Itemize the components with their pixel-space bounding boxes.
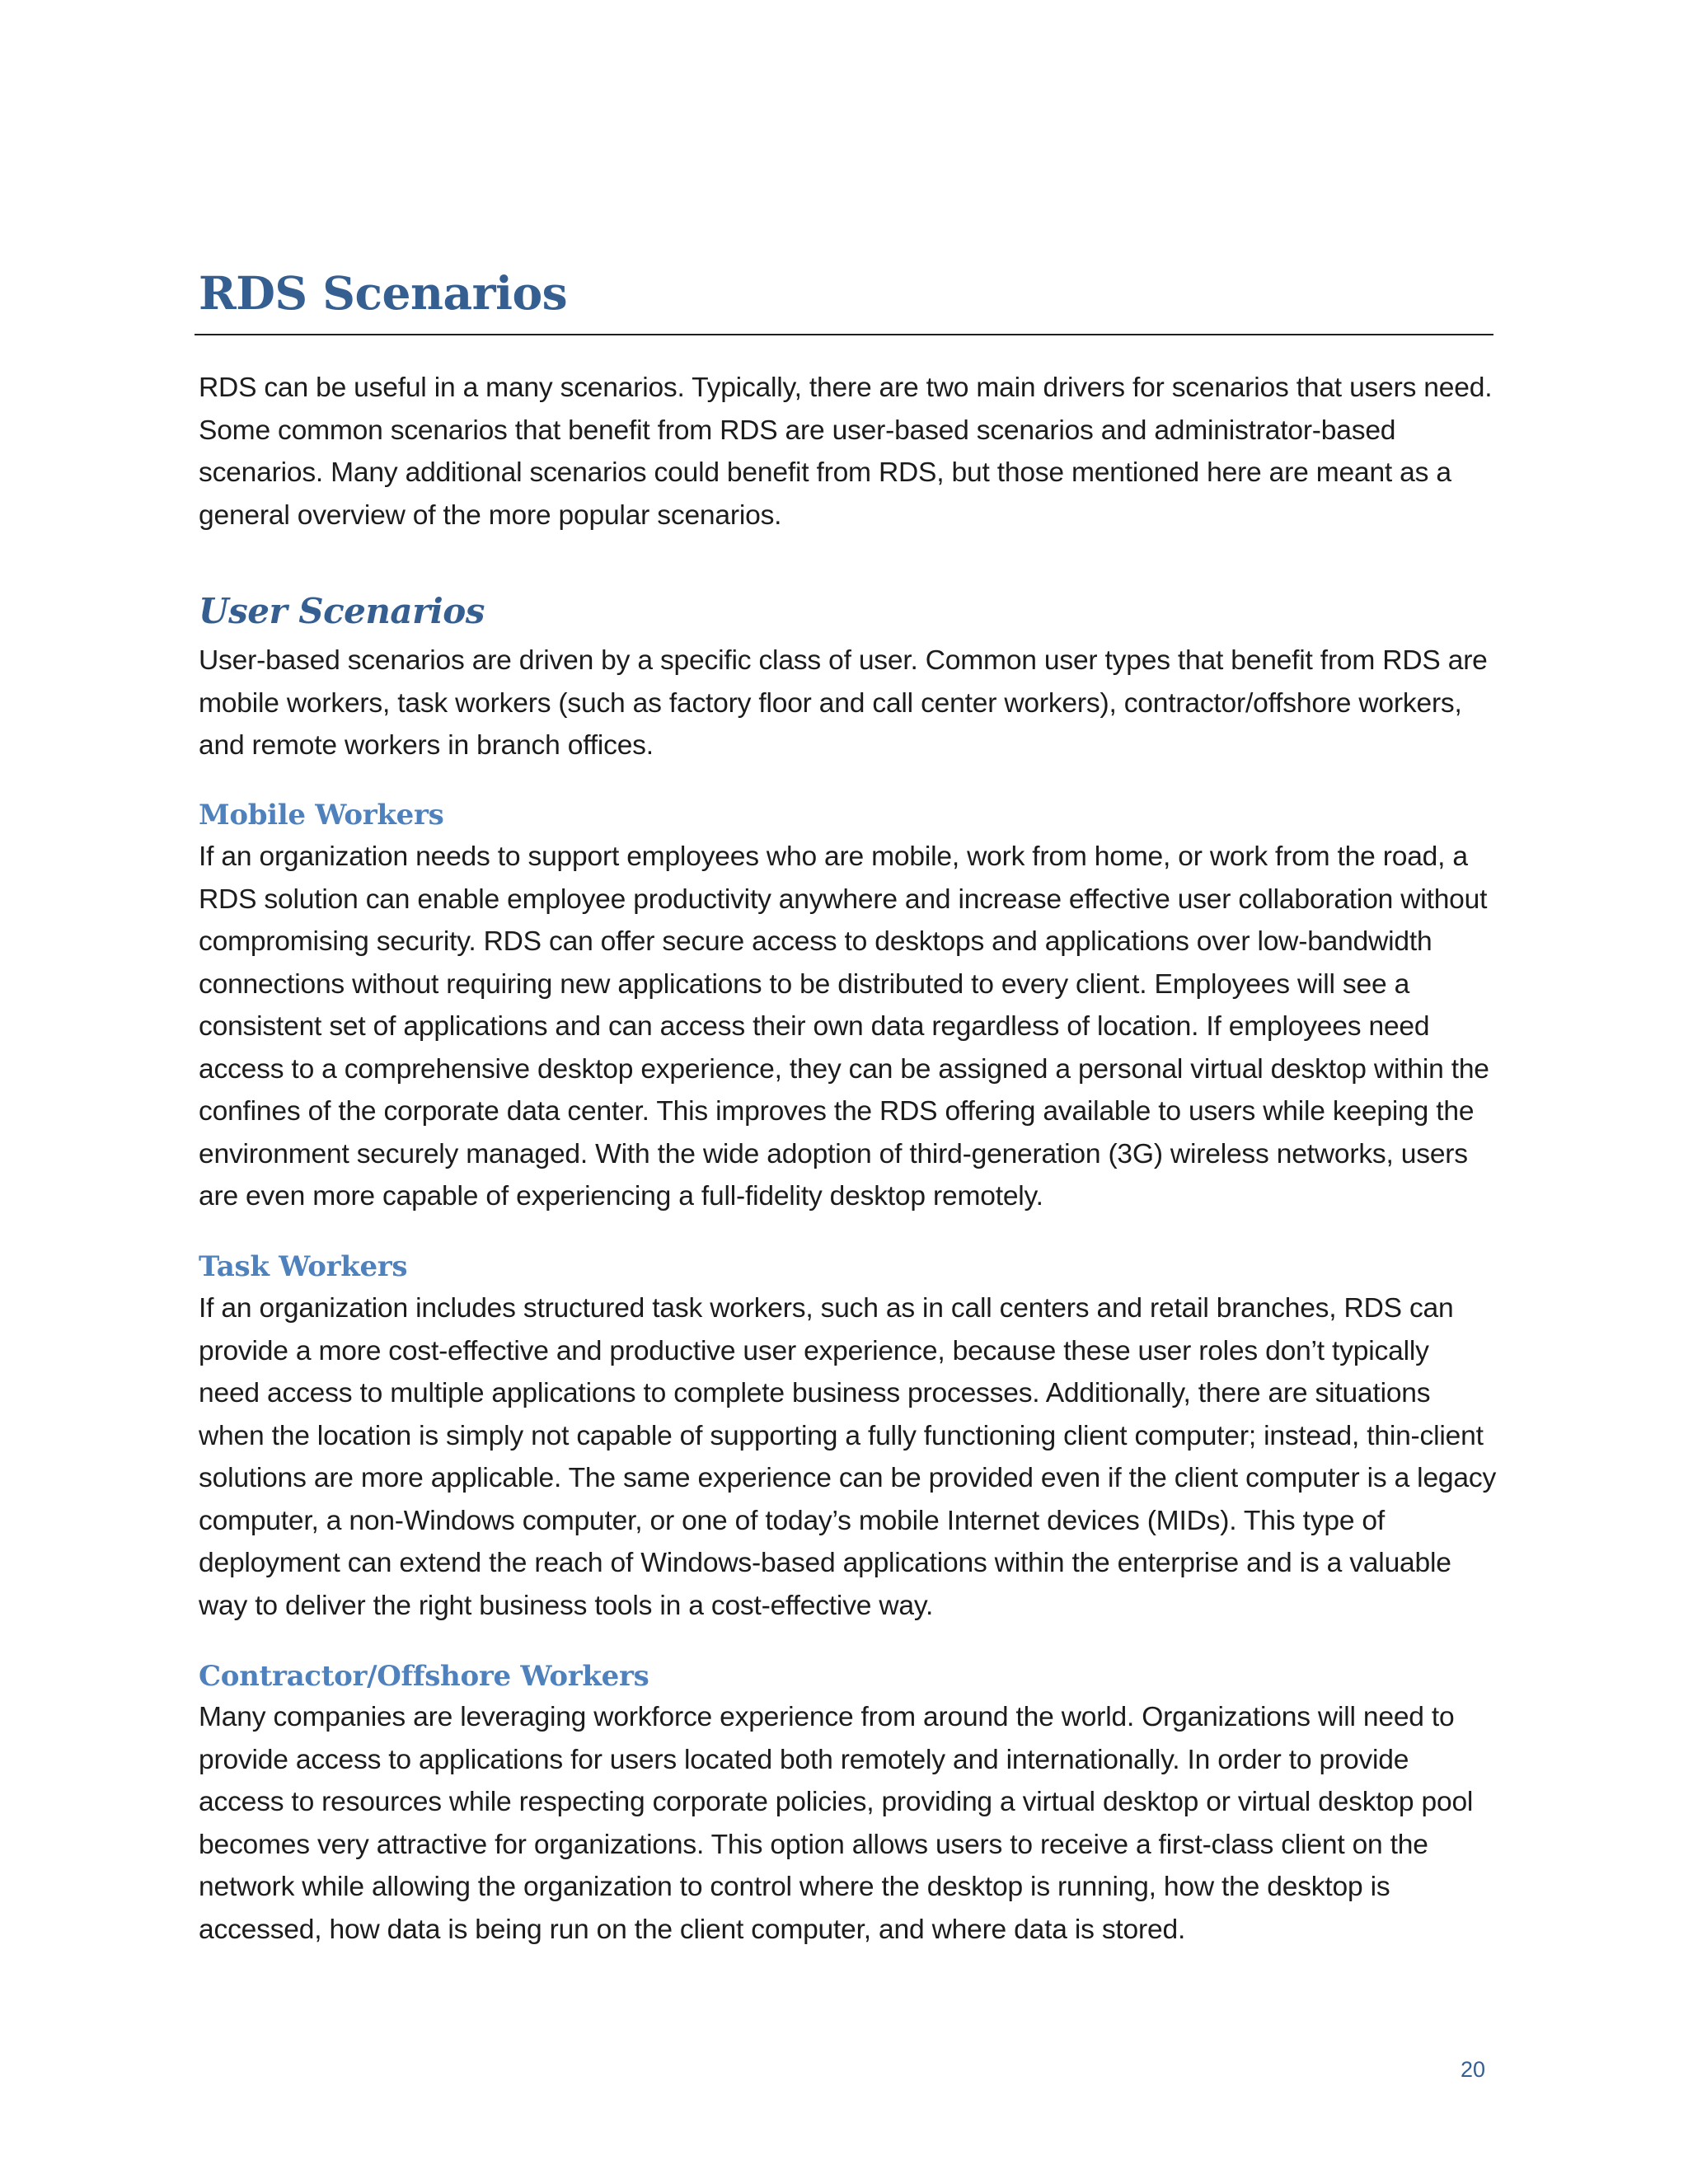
- intro-paragraph: RDS can be useful in a many scenarios. Typically, there are two main drivers for scenarios that users need. Some common scenarios that benefit from RDS are user-based scenarios and administrator-based scenarios. Many additional scenarios could benefit from RDS, but those mentioned here are meant as a general overview of the more popular scenarios.: [199, 373, 1493, 531]
- page-header: [199, 262, 1497, 333]
- page-title: RDS Scenarios: [199, 266, 568, 320]
- mobile-workers-paragraph: If an organization needs to support employees who are mobile, work from home, or work from the road, a RDS solution can enable employee productivity anywhere and increase effective user collaboration without compromising security. RDS can offer secure access to desktops and applications over low-bandwidth connections without requiring new applications to be distributed to every client. Employees will see a consistent set of applications and can access their own data regardless of location. If employees need access to a comprehensive desktop experience, they can be assigned a personal virtual desktop within the confines of the corporate data center. This improves the RDS offering available to users while keeping the environment securely managed. With the wide adoption of third-generation (3G) wireless networks, users are even more capable of experiencing a full-fidelity desktop remotely.: [199, 841, 1489, 1212]
- contractor-workers-paragraph: Many companies are leveraging workforce experience from around the world. Organizations will need to provide access to applications for users located both remotely and internationally. In order to provide access to resources while respecting corporate policies, providing a virtual desktop or virtual desktop pool becomes very attractive for organizations. This option allows users to receive a first-class client on the network while allowing the organization to control where the desktop is running, how the desktop is accessed, how data is being run on the client computer, and where data is stored.: [199, 1702, 1474, 1945]
- contractor-workers-heading: Contractor/Offshore Workers: [199, 1660, 649, 1693]
- user-scenarios-paragraph: User-based scenarios are driven by a specific class of user. Common user types that benefit from RDS are mobile workers, task workers (such as factory floor and call center workers), contractor/offshore workers, and remote workers in branch offices.: [199, 645, 1488, 761]
- task-workers-heading: Task Workers: [199, 1250, 408, 1283]
- mobile-workers-heading: Mobile Workers: [199, 799, 444, 832]
- task-workers-paragraph: If an organization includes structured task workers, such as in call centers and retail branches, RDS can provide a more cost-effective and productive user experience, because these user roles don’t typically need access to multiple applications to complete business processes. Additionally, there are situations when the location is simply not capable of supporting a fully functioning client computer; instead, thin-client solutions are more applicable. The same experience can be provided even if the client computer is a legacy computer, a non-Windows computer, or one of today’s mobile Internet devices (MIDs). This type of deployment can extend the reach of Windows-based applications within the enterprise and is a valuable way to deliver the right business tools in a cost-effective way.: [199, 1293, 1497, 1621]
- title-rule: [195, 334, 1493, 335]
- page-number: 20: [1461, 2057, 1486, 2082]
- user-scenarios-heading: User Scenarios: [199, 591, 485, 631]
